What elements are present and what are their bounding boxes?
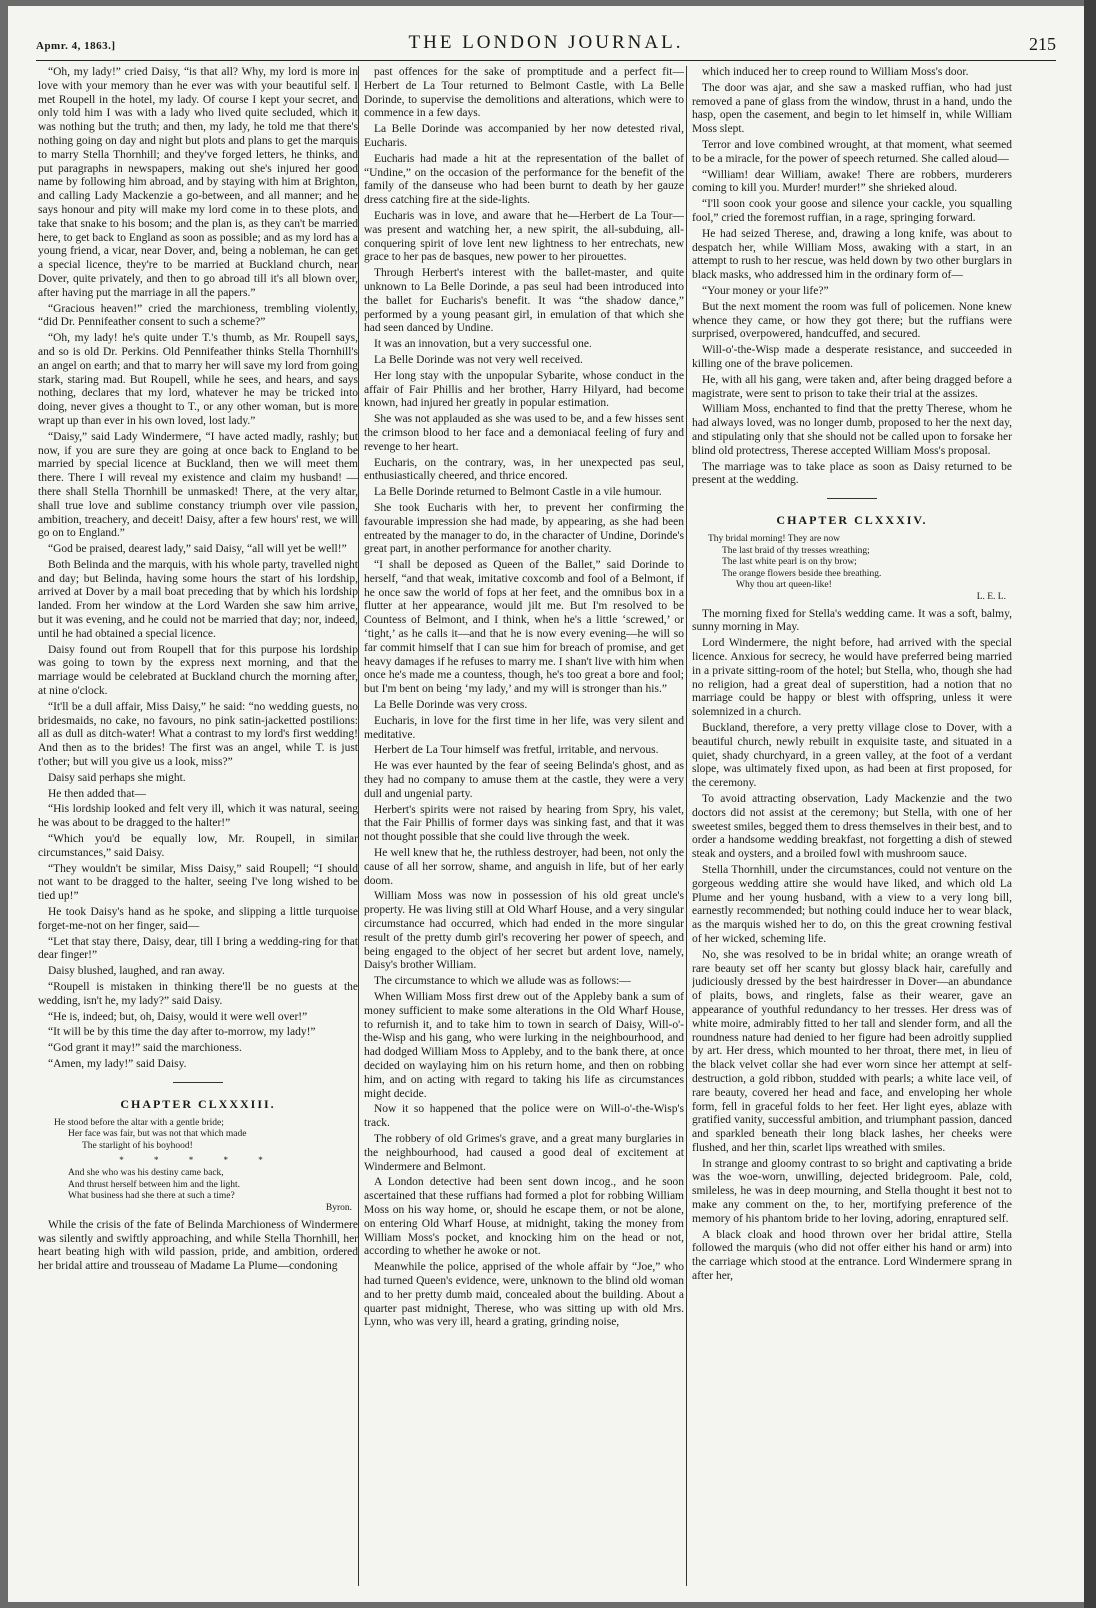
paragraph: “Which you'd be equally low, Mr. Roupell, in similar circumstances,” said Daisy. xyxy=(38,833,358,859)
paragraph: She took Eucharis with her, to prevent her confirming the favourable impression she had made, by appearing, as she had been entreated by the manager to do, in the character of Undine, Dorinde's great part, in another performance for another charity. xyxy=(364,501,684,556)
verse-line: Her face was fair, but was not that which made xyxy=(68,1129,247,1140)
epigraph-attribution: L. E. L. xyxy=(976,591,1006,602)
paragraph: Buckland, therefore, a very pretty village close to Dover, with a beautiful church, newly rebuilt in exquisite taste, and situated in a quiet, shady churchyard, in a green valley, at the foot of a verdant slope, was ultimately fixed upon, as had been at first proposed, for the ceremony. xyxy=(692,721,1012,790)
verse-line: The last white pearl is on thy brow; xyxy=(722,557,857,568)
column-1 xyxy=(38,66,358,1586)
paragraph: past offences for the sake of promptitude and a perfect fit—Herbert de La Tour returned to Belmont Castle, with La Belle Dorinde, to supervise the demolitions and alterations, which were to commence in a few days. xyxy=(364,66,684,120)
paragraph: Herbert's spirits were not raised by hearing from Spry, his valet, that the Fair Phillis of former days was sinking fast, and that it was not thought possible that she could live through the week. xyxy=(364,803,684,844)
paragraph: Eucharis, on the contrary, was, in her unexpected pas seul, enthusiastically cheered, and thrice encored. xyxy=(364,456,684,483)
verse-line: What business had she there at such a time? xyxy=(68,1191,235,1202)
paragraph: He, with all his gang, were taken and, after being dragged before a magistrate, were sent to prison to take their trial at the assizes. xyxy=(692,373,1012,400)
epigraph-continued xyxy=(54,1168,358,1203)
paragraph: To avoid attracting observation, Lady Mackenzie and the two doctors did not assist at the ceremony; but Stella, with one of her sweetest smiles, begged them to dress themselves in their best, and to order a handsome wedding breakfast, not forgetting a dish of stewed steak and oysters, and a broiled fowl with mushroom sauce. xyxy=(692,792,1012,861)
verse-line: Thy bridal morning! They are now xyxy=(708,534,840,545)
paragraph: The robbery of old Grimes's grave, and a great many burglaries in the neighbourhood, had caused a good deal of excitement at Windermere and Belmont. xyxy=(364,1132,684,1173)
verse-line: And she who was his destiny came back, xyxy=(68,1168,224,1179)
column-divider xyxy=(686,66,687,1586)
paragraph: Through Herbert's interest with the ballet-master, and quite unknown to La Belle Dorinde, a pas seul had been introduced into the ballet for Eucharis's benefit. It was “the shadow dance,” performed by a young peasant girl, in emulation of that which she had seen danced by Undine. xyxy=(364,267,684,335)
epigraph xyxy=(54,1118,358,1153)
paragraph: La Belle Dorinde was accompanied by her now detested rival, Eucharis. xyxy=(364,123,684,149)
paragraph: “Let that stay there, Daisy, dear, till I bring a wedding-ring for that dear finger!” xyxy=(38,935,358,962)
page-edge-shadow xyxy=(1084,0,1096,1608)
column-2 xyxy=(364,66,684,1586)
paragraph: In strange and gloomy contrast to so bright and captivating a bride was the woe-worn, unwilling, dejected bridegroom. Pale, cold, smileless, he was in deep mourning, and Stella thought it best not to make any comment on the, to her, mortifying preference of the memory of his phantom bride to her loving, adoring, enraptured self. xyxy=(692,1157,1012,1225)
paragraph: Herbert de La Tour himself was fretful, irritable, and nervous. xyxy=(374,744,659,757)
masthead xyxy=(36,30,1056,64)
journal-title: THE LONDON JOURNAL. xyxy=(408,32,684,53)
paragraph: The morning fixed for Stella's wedding came. It was a soft, balmy, sunny morning in May. xyxy=(692,607,1012,634)
paragraph: which induced her to creep round to William Moss's door. xyxy=(702,66,969,78)
paragraph: The marriage was to take place as soon as Daisy returned to be present at the wedding. xyxy=(692,460,1012,487)
paragraph: The circumstance to which we allude was as follows:— xyxy=(374,975,631,988)
paragraph: Now it so happened that the police were on Will-o'-the-Wisp's track. xyxy=(364,1103,684,1130)
issue-date: Apmr. 4, 1863.] xyxy=(36,40,116,52)
paragraph: “I shall be deposed as Queen of the Ballet,” said Dorinde to herself, “and that weak, imitative coxcomb and fool of a Belmont, if he once saw the world of fops at her feet, and the omnibus box in a flutter at her appearance, would jilt me. But I'm resolved to be Countess of Belmont, and I think, when he's a little ‘screwed,’ or ‘tight,’ as he calls it—and that he is now every evening—he will so far commit himself that I can sue him for breach of promise, and get heavy damages if he refuses to marry me. I shan't live with him when once he's made me a countess, though, he's too great a bore and fool; but I'm bent on being ‘my lady,’ and my will is stronger than his.” xyxy=(364,559,684,696)
verse-line: The orange flowers beside thee breathing. xyxy=(722,568,882,579)
paragraph: “He is, indeed; but, oh, Daisy, would it were well over!” xyxy=(48,1010,308,1023)
paragraph: “They wouldn't be similar, Miss Daisy,” said Roupell; “I should not want to be dragged to the halter, seeing I've long wished to be tied up!” xyxy=(38,862,358,903)
epigraph-attribution: Byron. xyxy=(325,1202,352,1213)
paragraph: “Gracious heaven!” cried the marchioness, trembling violently, “did Dr. Pennifeather consent to such a scheme?” xyxy=(38,302,358,329)
paragraph: Eucharis was in love, and aware that he—Herbert de La Tour—was present and watching her, a new spirit, the all-subduing, all-conquering spirit of love lent new lightness to her entrechats, new grace to her pas de basques, new power to her pirouettes. xyxy=(364,209,684,264)
paragraph: No, she was resolved to be in bridal white; an orange wreath of rare beauty set off her scanty but glossy black hair, carefully and judiciously dressed by the best hairdresser in Dover—an abundance of plaits, bows, and ringlets, false as their wearer, gave an appearance of youthful redundancy to her tresses. Her dress was of white moire, admirably fitted to her tall and slender form, and all the roundness nature had denied to her figure had been adroitly supplied by art. Her dress, which mounted to her throat, there met, in lieu of the black velvet collar she had ever worn since her attempt at self-destruction, a gold ribbon, studded with pearls; a white lace veil, of rare beauty, covered her head and face, and enveloping her whole form, fell in graceful folds to her feet. Her light eyes, ablaze with gratified vanity, successful ambition, and triumphant passion, danced and sparkled beneath their long black lashes, her cheeks were flushed, and her thin, scarlet lips wreathed with smiles. xyxy=(692,948,1012,1154)
section-rule xyxy=(827,498,877,499)
paragraph: While the crisis of the fate of Belinda Marchioness of Windermere was silently and swiftly approaching, and while Stella Thornhill, her heart beating high with wild passion, pride, and ambition, ordered her bridal attire and trousseau of Madame La Plume—condoning xyxy=(38,1218,358,1273)
paragraph: Daisy found out from Roupell that for this purpose his lordship was going to town by the express next morning, and that the marriage would be celebrated at Buckland church the morning after, at nine o'clock. xyxy=(38,643,358,698)
chapter-heading: CHAPTER CLXXXIV. xyxy=(776,513,928,528)
verse-line: Why thou art queen-like! xyxy=(736,580,832,591)
paragraph: La Belle Dorinde was very cross. xyxy=(374,699,528,712)
paragraph: He took Daisy's hand as he spoke, and slipping a little turquoise forget-me-not on her finger, said— xyxy=(38,906,358,932)
paragraph: “His lordship looked and felt very ill, which it was natural, seeing he was about to be dragged to the halter!” xyxy=(38,803,358,830)
paragraph: “It'll be a dull affair, Miss Daisy,” he said: “no wedding guests, no bridesmaids, no cake, no favours, no pink satin-jacketted postilions: all as dull as ditch-water! What a contrast to my lord's first wedding! And then as to the brides! The first was an angel, while T. is just t'other; but will you give us a look, miss?” xyxy=(38,700,358,769)
paragraph: “Oh, my lady! he's quite under T.'s thumb, as Mr. Roupell says, and so is old Dr. Perkins. Old Pennifeather thinks Stella Thornhill's an angel on earth; and that to marry her will save my lord from going stark, staring mad. But Roupell, while he sees, and hears, and says nothing, declares that my lord, whatever he may be tricked into doing, never gives a thought to T., or any other woman, but is more wrapt up than ever in his own loved, lost lady.” xyxy=(38,332,358,427)
epigraph xyxy=(708,534,1012,592)
paragraph: He had seized Therese, and, drawing a long knife, was about to despatch her, while William Moss, awaking with a start, in an attempt to rush to her rescue, was held down by two other burglars in black masks, who addressed him in the ordinary form of— xyxy=(692,227,1012,282)
paragraph: “Oh, my lady!” cried Daisy, “is that all? Why, my lord is more in love with your memory than he ever was with your beautiful self. I met Roupell in the hotel, my lady. Of course I kept your secret, and only told him I was with a lady who lived quite secluded, which it was nothing but the truth; and then, my lady, he told me that there's nothing going on day and night but plots and plans to get the marquis to marry Stella Thornhill; and they've forged letters, he thinks, and put paragraphs in newspapers, making out she's injured her good name by following him abroad, and by staying with him at Brighton, and calling Lady Mackenzie a go-between, and all manner; and he says honour and pity will make my lord come in to these plots, and take that snake to his bosom; and the plan is, as they can't be married here, to get back to England as soon as possible; and as my lord has a young friend, a vicar, near Dover, and, being a nobleman, he can get a special licence, they're to be married at Buckland church, near Dover, quite privately, and then to go abroad till it's all blown over, after having put the marriage in all the papers.” xyxy=(38,66,358,299)
paragraph: It was an innovation, but a very successful one. xyxy=(374,338,592,351)
paragraph: “William! dear William, awake! There are robbers, murderers coming to kill you. Murder! murder!” she shrieked aloud. xyxy=(692,168,1012,195)
page-number: 215 xyxy=(1029,34,1056,54)
verse-line: The last braid of thy tresses wreathing; xyxy=(722,545,870,556)
verse-line: The starlight of his boyhood! xyxy=(82,1140,193,1151)
paragraph: La Belle Dorinde returned to Belmont Castle in a vile humour. xyxy=(374,486,662,499)
column-divider xyxy=(358,66,359,1586)
paragraph: She was not applauded as she was used to be, and a few hisses sent the crimson blood to her face and a demoniacal feeling of fury and revenge to her heart. xyxy=(364,413,684,453)
verse-stars: * * * * * xyxy=(119,1155,277,1166)
paragraph: “I'll soon cook your goose and silence your cackle, you squalling fool,” cried the foremost ruffian, in a rage, springing forward. xyxy=(692,198,1012,224)
section-rule xyxy=(173,1082,223,1083)
verse-line: And thrust herself between him and the light. xyxy=(68,1179,241,1190)
verse-line: He stood before the altar with a gentle bride; xyxy=(54,1117,224,1128)
paragraph: “God grant it may!” said the marchioness. xyxy=(48,1042,242,1055)
paragraph: Eucharis had made a hit at the representation of the ballet of “Undine,” on the occasion of the performance for the benefit of the family of the danseuse who had been burnt to death by her gauze dress catching fire at the side-lights. xyxy=(364,152,684,207)
paragraph: Daisy said perhaps she might. xyxy=(48,771,186,784)
paragraph: “Amen, my lady!” said Daisy. xyxy=(48,1057,187,1070)
paragraph: “God be praised, dearest lady,” said Daisy, “all will yet be well!” xyxy=(48,543,347,556)
paragraph: Stella Thornhill, under the circumstances, could not venture on the gorgeous wedding attire she would have liked, and which old La Plume and her young husband, with a view to a very long bill, earnestly recommended; but nothing could induce her to wear black, as the marquis wished her to do, on this the great crowning festival of her wicked, scheming life. xyxy=(692,863,1012,945)
paragraph: Her long stay with the unpopular Sybarite, whose conduct in the affair of Fair Phillis and her brother, Harry Hilyard, had become known, had injured her greatly in popular estimation. xyxy=(364,369,684,410)
paragraph: Eucharis, in love for the first time in her life, was very silent and meditative. xyxy=(364,714,684,741)
paragraph: Meanwhile the police, apprised of the whole affair by “Joe,” who had turned Queen's evidence, were, unknown to the blind old woman and to her pretty dumb maid, concealed about the building. About a quarter past midnight, Therese, who was sitting up with old Mrs. Lynn, who was very ill, heard a grating, grinding noise, xyxy=(364,1261,684,1329)
paragraph: When William Moss first drew out of the Appleby bank a sum of money sufficient to make some alterations in the Old Wharf House, to refurnish it, and to take him to town in search of Daisy, Will-o'-the-Wisp and his gang, who were lurking in the neighbourhood, and had dodged William Moss to Appleby, and to the bank there, at once decided on waylaying him on his return home, and then on robbing him, and on acting with regard to taking his life as circumstances might decide. xyxy=(364,991,684,1100)
paragraph: Both Belinda and the marquis, with his whole party, travelled night and day; but Belinda, having some hours the start of his lordship, arrived at Dover by a mail boat preceding that by which his lordship landed. From her window at the Lord Warden she saw him arrive, but it was evening, and he could not be married that day; nor, indeed, until he had obtained a special licence. xyxy=(38,558,358,640)
paragraph: Terror and love combined wrought, at that moment, what seemed to be a miracle, for the power of speech returned. She called aloud— xyxy=(692,138,1012,165)
paragraph: William Moss, enchanted to find that the pretty Therese, whom he had always loved, was no longer dumb, proposed to her the next day, and stipulating only that she should not be called upon to forsake her blind old protectress, Therese accepted William Moss's proposal. xyxy=(692,403,1012,457)
paragraph: “It will be by this time the day after to-morrow, my lady!” xyxy=(48,1026,316,1039)
paragraph: He then added that— xyxy=(48,787,147,800)
paragraph: He was ever haunted by the fear of seeing Belinda's ghost, and as they had no company to amuse them at the castle, they were a very dull and ungenial party. xyxy=(364,760,684,800)
paragraph: A black cloak and hood thrown over her bridal attire, Stella followed the marquis (who did not offer either his hand or arm) into the carriage which stood at the entrance. Lord Windermere sprang in after her, xyxy=(692,1228,1012,1283)
paragraph: But the next moment the room was full of policemen. None knew whence they came, or how they got there; but the ruffians were surprised, overpowered, handcuffed, and secured. xyxy=(692,300,1012,341)
paragraph: Lord Windermere, the night before, had arrived with the special licence. Anxious for secrecy, he would have preferred being married in a private sitting-room of the hotel; but Stella, who, though she had no religion, had a great deal of superstition, had a notion that no marriage could be happy or blest with offspring, unless it were solemnized in a church. xyxy=(692,637,1012,719)
paragraph: William Moss was now in possession of his old great uncle's property. He was living still at Old Wharf House, and a very singular circumstance had occurred, which had ended in the more singular result of the pretty dumb girl's recovering her power of speech, and being engaged to the object of her secret but ardent love, namely, Daisy's brother William. xyxy=(364,890,684,972)
paragraph: “Your money or your life?” xyxy=(702,284,829,297)
column-3 xyxy=(692,66,1012,1586)
paragraph: Will-o'-the-Wisp made a desperate resistance, and succeeded in killing one of the brave policemen. xyxy=(692,344,1012,370)
chapter-heading: CHAPTER CLXXXIII. xyxy=(120,1096,276,1111)
masthead-rule xyxy=(36,60,1056,61)
paragraph: He well knew that he, the ruthless destroyer, had been, not only the cause of all her sorrow, shame, and anguish in life, but of her early doom. xyxy=(364,847,684,887)
paragraph: “Roupell is mistaken in thinking there'll be no guests at the wedding, isn't he, my lady?” said Daisy. xyxy=(38,981,358,1007)
paragraph: La Belle Dorinde was not very well received. xyxy=(374,353,583,366)
paragraph: Daisy blushed, laughed, and ran away. xyxy=(48,965,225,978)
paragraph: “Daisy,” said Lady Windermere, “I have acted madly, rashly; but now, if you are sure they are going at once back to England to be married by special licence at Buckland, then we will meet them there. There I will reveal my existence and claim my husband! —there shall Stella Thornhill be unmasked! There, at the very altar, shall true love and sublime constancy triumph over vile passion, ambition, treachery, and deceit! Daisy, after a few hours' rest, we will go on to England.” xyxy=(38,430,358,540)
paragraph: The door was ajar, and she saw a masked ruffian, who had just removed a pane of glass from the window, thrust in a hand, undo the hasp, open the casement, and begin to let himself in, while William Moss slept. xyxy=(692,81,1012,136)
paragraph: A London detective had been sent down incog., and he soon ascertained that these ruffians had formed a plot for robbing William Moss on his way home, or, should he escape them, or not be alone, on entering Old Wharf House, at midnight, taking the money from William Moss's pocket, and knocking him on the head or not, according to whether he awoke or not. xyxy=(364,1176,684,1258)
